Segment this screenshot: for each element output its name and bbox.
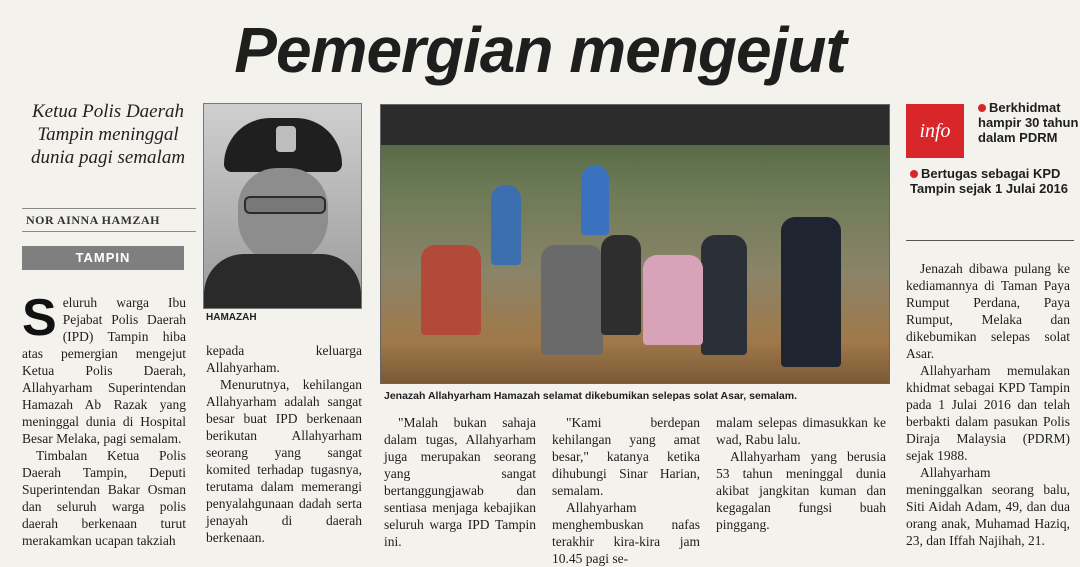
article-paragraph (22, 289, 186, 447)
funeral-photo (380, 104, 890, 384)
cap-badge-icon (276, 126, 296, 152)
byline: NOR AINNA HAMZAH (22, 208, 196, 232)
article-paragraph: malam selepas dimasukkan ke wad, Rabu lalu. (716, 415, 886, 447)
dropcap: S (22, 289, 57, 347)
article-paragraph: kepada keluarga Allahyarham. (206, 343, 362, 375)
article-paragraph: "Malah bukan sahaja dalam tugas, Allahyarham juga merupakan seorang yang sangat bertanggungjawab dan sentiasa menjaga kebajikan seluruh warga IPD Tampin ini. (384, 415, 536, 549)
article-text: eluruh warga Ibu Pejabat Polis Daerah (IPD) Tampin hiba atas pemergian mengejut Ketua Polis Daerah, Allahyarham Superintendan Hamazah Ab Razak yang meninggal dunia di Hospital Besar Melaka, pagi semalam. (22, 295, 186, 446)
info-item (910, 166, 1080, 196)
divider-rule (906, 240, 1074, 241)
article-paragraph: Allahyarham meninggalkan seorang balu, Siti Aidah Adam, 49, dan dua orang anak, Muhamad Haziq, 23, dan Iffah Najihah, 21. (906, 465, 1070, 548)
info-item (978, 100, 1080, 145)
person-shape (581, 165, 609, 235)
deck: Ketua Polis Daerah Tampin meninggal dunia pagi semalam (30, 101, 186, 168)
tent-canopy-shape (381, 105, 889, 145)
article-column-1 (22, 289, 186, 549)
person-shape (541, 245, 603, 355)
person-shape (701, 235, 747, 355)
article-column-2 (206, 342, 362, 546)
article-paragraph: Allahyarham yang berusia 53 tahun meninggal dunia akibat jangkitan kuman dan kegagalan fungsi buah pinggang. (716, 449, 886, 532)
article-column-3 (384, 414, 536, 550)
info-item-text: Bertugas sebagai KPD Tampin sejak 1 Julai 2016 (910, 166, 1069, 196)
person-shape (643, 255, 703, 345)
article-column-4 (552, 414, 700, 567)
article-paragraph: Jenazah dibawa pulang ke kediamannya di Taman Paya Rumput Perdana, Paya Rumput, Melaka dan dikebumikan selepas solat Asar. (906, 261, 1070, 361)
headline: Pemergian mengejut (234, 14, 846, 86)
article-paragraph: Menurutnya, kehilangan Allahyarham adalah sangat besar buat IPD berkenaan berikutan Allahyarham seorang yang sangat komited terhadap tugasnya, terutama dalam memerangi penyalahgunaan dadah serta jenayah di daerah berkenaan. (206, 377, 362, 545)
article-paragraph: Allahyarham menghembuskan nafas terakhir kira-kira jam 10.45 pagi se- (552, 500, 700, 566)
portrait-caption: HAMAZAH (206, 312, 257, 323)
article-column-6 (906, 260, 1070, 549)
person-shape (491, 185, 521, 265)
bullet-dot-icon (978, 104, 986, 112)
dateline: TAMPIN (22, 246, 184, 270)
article-paragraph: "Kami berdepan kehilangan yang amat besar," katanya ketika dihubungi Sinar Harian, semalam. (552, 415, 700, 498)
face-shape (238, 168, 328, 264)
portrait-photo (203, 103, 362, 309)
uniform-shape (204, 254, 361, 309)
info-badge: info (906, 104, 964, 158)
person-shape (781, 217, 841, 367)
info-item-text: Berkhidmat hampir 30 tahun dalam PDRM (978, 100, 1079, 145)
glasses-shape (244, 196, 326, 214)
person-shape (601, 235, 641, 335)
bullet-dot-icon (910, 170, 918, 178)
person-shape (421, 245, 481, 335)
photo-caption: Jenazah Allahyarham Hamazah selamat dikebumikan selepas solat Asar, semalam. (384, 390, 798, 402)
article-column-5 (716, 414, 886, 533)
article-paragraph: Timbalan Ketua Polis Daerah Tampin, Deputi Superintendan Bakar Osman dan seluruh warga polis daerah berkenaan turut merakamkan ucapan takziah (22, 448, 186, 548)
article-paragraph: Allahyarham memulakan khidmat sebagai KPD Tampin pada 1 Julai 2016 dan telah berbakti dalam pasukan Polis Diraja Malaysia (PDRM) sejak 1988. (906, 363, 1070, 463)
